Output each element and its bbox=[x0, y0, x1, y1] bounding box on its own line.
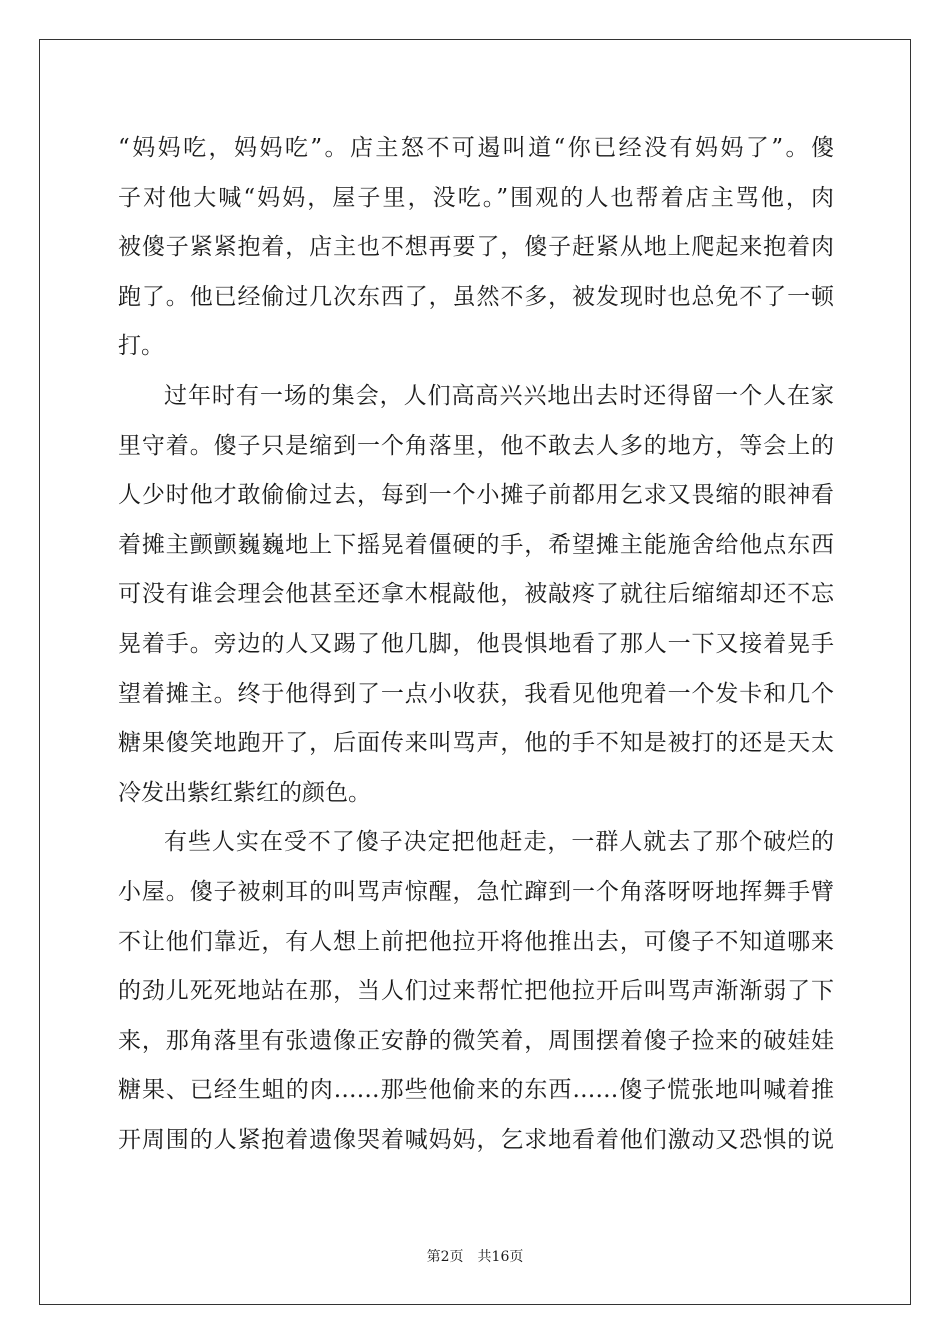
text-line: 打。 bbox=[118, 333, 164, 360]
text-line: 被傻子紧紧抱着，店主也不想再要了，傻子赶紧从地上爬起来抱着肉 bbox=[118, 234, 834, 261]
text-line: 子对他大喊“妈妈，屋子里，没吃。”围观的人也帮着店主骂他，肉 bbox=[118, 184, 834, 211]
text-line: 过年时有一场的集会，人们高高兴兴地出去时还得留一个人在家 bbox=[164, 382, 834, 409]
text-line: 来，那角落里有张遗像正安静的微笑着，周围摆着傻子捡来的破娃娃 bbox=[118, 1027, 834, 1054]
text-line: 人少时他才敢偷偷过去，每到一个小摊子前都用乞求又畏缩的眼神看 bbox=[118, 482, 834, 509]
text-line: 的劲儿死死地站在那，当人们过来帮忙把他拉开后叫骂声渐渐弱了下 bbox=[118, 978, 834, 1005]
text-line: 冷发出紫红紫红的颜色。 bbox=[118, 779, 371, 806]
text-line: 里守着。傻子只是缩到一个角落里，他不敢去人多的地方，等会上的 bbox=[118, 432, 834, 459]
text-line: 跑了。他已经偷过几次东西了，虽然不多，被发现时也总免不了一顿 bbox=[118, 283, 834, 310]
text-line: 糖果傻笑地跑开了，后面传来叫骂声，他的手不知是被打的还是天太 bbox=[118, 730, 834, 757]
text-line: 有些人实在受不了傻子决定把他赶走，一群人就去了那个破烂的 bbox=[164, 829, 834, 856]
text-line: 开周围的人紧抱着遗像哭着喊妈妈，乞求地看着他们激动又恐惧的说 bbox=[118, 1126, 834, 1153]
paragraph-2 bbox=[118, 372, 834, 818]
text-line: 小屋。傻子被刺耳的叫骂声惊醒，急忙蹿到一个角落呀呀地挥舞手臂 bbox=[118, 878, 834, 905]
text-line: 着摊主颤颤巍巍地上下摇晃着僵硬的手，希望摊主能施舍给他点东西 bbox=[118, 531, 834, 558]
page-number-footer: 第2页 共16页 bbox=[426, 1249, 524, 1265]
paragraph-3 bbox=[118, 818, 834, 1165]
paragraph-1 bbox=[118, 124, 834, 372]
text-line: 不让他们靠近，有人想上前把他拉开将他推出去，可傻子不知道哪来 bbox=[118, 928, 834, 955]
document-body bbox=[118, 124, 834, 1165]
text-line: 糖果、已经生蛆的肉……那些他偷来的东西……傻子慌张地叫喊着推 bbox=[118, 1077, 834, 1104]
text-line: 晃着手。旁边的人又踢了他几脚，他畏惧地看了那人一下又接着晃手 bbox=[118, 630, 834, 657]
text-line: 可没有谁会理会他甚至还拿木棍敲他，被敲疼了就往后缩缩却还不忘 bbox=[118, 581, 834, 608]
text-line: “妈妈吃，妈妈吃”。店主怒不可遏叫道“你已经没有妈妈了”。傻 bbox=[118, 135, 834, 161]
text-line: 望着摊主。终于他得到了一点小收获，我看见他兜着一个发卡和几个 bbox=[118, 680, 834, 707]
